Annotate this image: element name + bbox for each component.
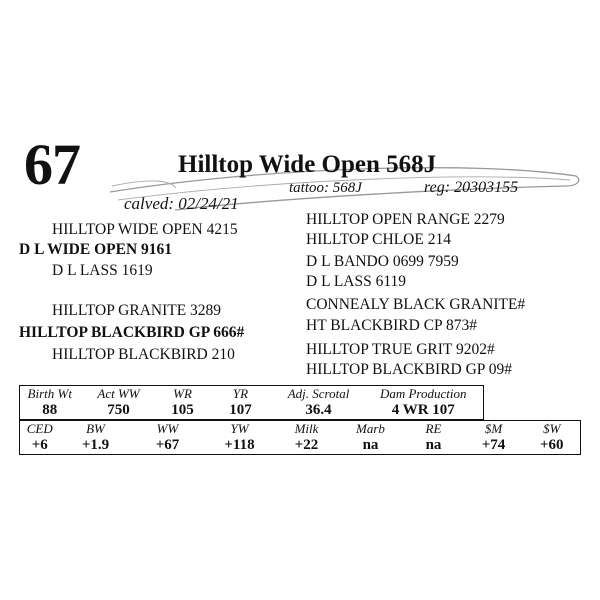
- epd-header: $W: [524, 421, 581, 438]
- registration-number: reg: 20303155: [424, 179, 519, 196]
- epd-value: +6: [20, 437, 60, 455]
- epd-header: $M: [464, 421, 524, 438]
- epd-table: [19, 420, 581, 455]
- epd-value: na: [338, 437, 404, 455]
- epd-value: na: [404, 437, 464, 455]
- performance-table: [19, 385, 484, 420]
- performance-value: 88: [20, 402, 80, 420]
- sire-sire-dam: HILLTOP CHLOE 214: [306, 231, 451, 248]
- dam-sire-sire: CONNEALY BLACK GRANITE#: [306, 296, 526, 313]
- performance-header: YR: [208, 386, 274, 403]
- sire-sire: HILLTOP WIDE OPEN 4215: [52, 221, 238, 238]
- epd-header: CED: [20, 421, 60, 438]
- epd-header-row: [20, 421, 581, 438]
- performance-value: 750: [80, 402, 158, 420]
- tattoo: tattoo: 568J: [289, 180, 362, 196]
- calved-date: calved: 02/24/21: [124, 194, 239, 213]
- performance-header: Dam Production: [364, 386, 484, 403]
- epd-value: +1.9: [60, 437, 132, 455]
- sire-dam-dam: D L LASS 6119: [306, 273, 407, 290]
- performance-value-row: [20, 402, 484, 420]
- dam-dam: HILLTOP BLACKBIRD 210: [52, 346, 235, 363]
- epd-value: +67: [132, 437, 204, 455]
- dam-dam-sire: HILLTOP TRUE GRIT 9202#: [306, 341, 495, 358]
- sire: D L WIDE OPEN 9161: [19, 241, 173, 258]
- performance-value: 36.4: [274, 402, 364, 420]
- dam-sire: HILLTOP GRANITE 3289: [52, 302, 222, 319]
- epd-value: +118: [204, 437, 276, 455]
- performance-value: 107: [208, 402, 274, 420]
- epd-header: WW: [132, 421, 204, 438]
- performance-header: Adj. Scrotal: [274, 386, 364, 403]
- performance-header: Act WW: [80, 386, 158, 403]
- dam: HILLTOP BLACKBIRD GP 666#: [19, 324, 245, 341]
- performance-header: WR: [158, 386, 208, 403]
- epd-header: Marb: [338, 421, 404, 438]
- epd-value-row: [20, 437, 581, 455]
- sire-sire-sire: HILLTOP OPEN RANGE 2279: [306, 211, 505, 228]
- epd-value: +22: [276, 437, 338, 455]
- epd-header: YW: [204, 421, 276, 438]
- performance-value: 105: [158, 402, 208, 420]
- lot-number: 67: [24, 132, 80, 197]
- dam-dam-dam: HILLTOP BLACKBIRD GP 09#: [306, 361, 512, 378]
- epd-header: Milk: [276, 421, 338, 438]
- sire-dam: D L LASS 1619: [52, 262, 153, 279]
- epd-value: +60: [524, 437, 581, 455]
- dam-sire-dam: HT BLACKBIRD CP 873#: [306, 317, 477, 334]
- performance-value: 4 WR 107: [364, 402, 484, 420]
- sire-dam-sire: D L BANDO 0699 7959: [306, 253, 459, 270]
- epd-header: RE: [404, 421, 464, 438]
- epd-value: +74: [464, 437, 524, 455]
- performance-header: Birth Wt: [20, 386, 80, 403]
- animal-name: Hilltop Wide Open 568J: [178, 151, 437, 178]
- performance-header-row: [20, 386, 484, 403]
- epd-header: BW: [60, 421, 132, 438]
